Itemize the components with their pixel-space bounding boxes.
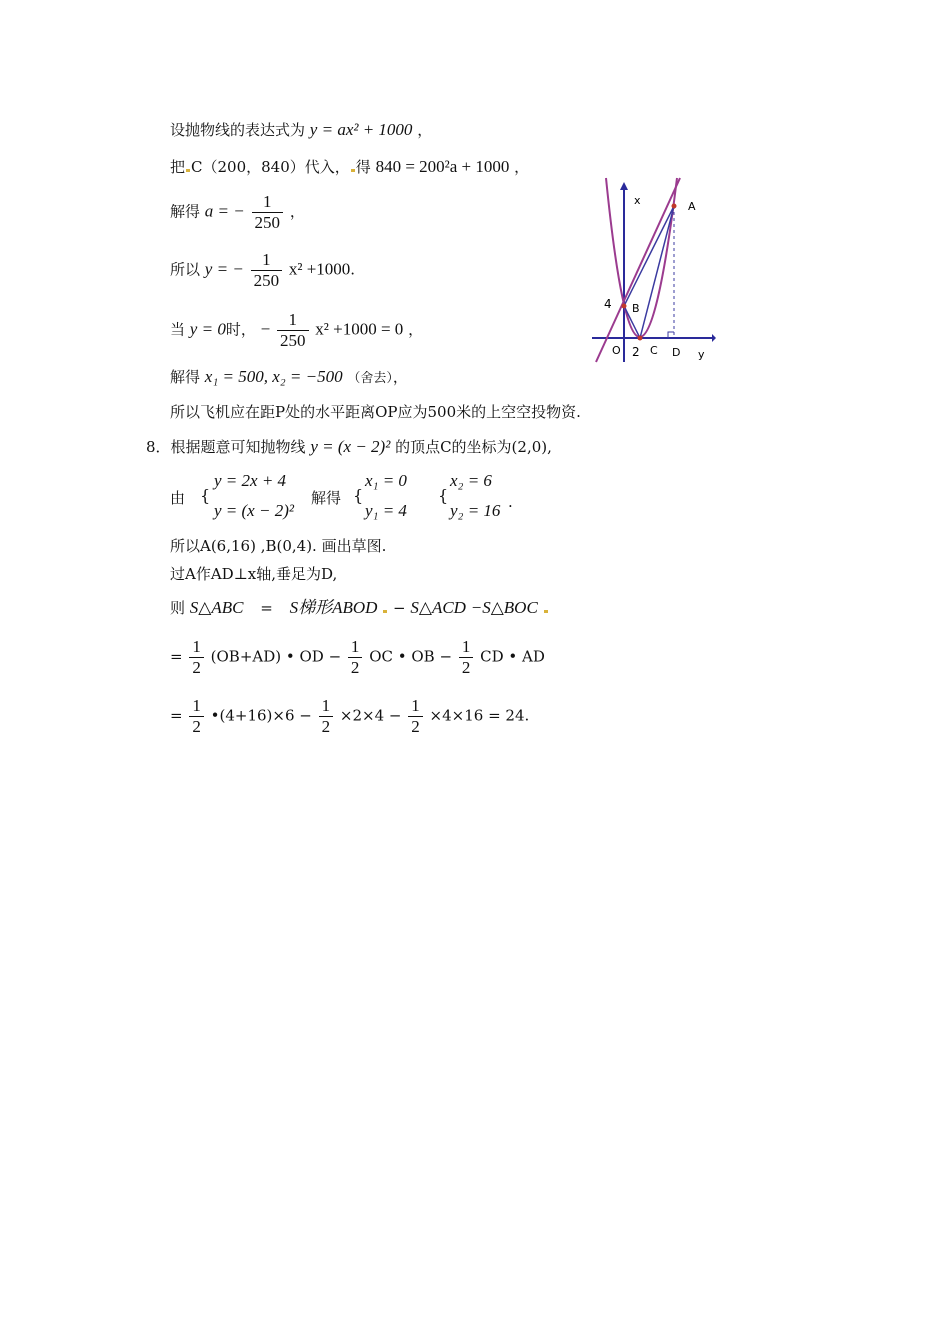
text: 所以A(6,16) ,B(0,4). 画出草图. xyxy=(170,537,387,555)
denominator: 2 xyxy=(350,658,360,677)
s8-line5 xyxy=(170,598,549,618)
label-a: A xyxy=(688,200,696,213)
equation: y = 2x + 4 xyxy=(214,471,287,490)
text: 过A作AD⊥x轴,垂足为D, xyxy=(170,565,338,583)
fraction xyxy=(189,637,204,678)
text: ×4×16 = 24. xyxy=(429,706,530,725)
text: 则 xyxy=(170,599,186,617)
equals: = xyxy=(260,599,273,617)
s7-line4 xyxy=(170,250,355,291)
text: 解得 xyxy=(170,368,201,386)
s8-line7 xyxy=(170,696,529,737)
text: 根据题意可知抛物线 xyxy=(170,438,306,456)
denominator: 250 xyxy=(254,213,281,232)
s7-line7 xyxy=(170,402,581,422)
point-a xyxy=(672,204,677,209)
punct: . xyxy=(508,493,513,511)
punct: ， xyxy=(514,158,530,176)
denominator: 2 xyxy=(192,717,201,736)
mark xyxy=(544,610,548,613)
formula: x² +1000 = 0 xyxy=(315,319,404,339)
minus: − xyxy=(393,599,406,617)
numerator: 1 xyxy=(252,192,284,213)
formula: y = (x − 2)² xyxy=(310,437,391,456)
brace: { xyxy=(353,486,364,505)
punct: . xyxy=(350,260,356,279)
text: CD • AD xyxy=(480,647,545,666)
fraction xyxy=(459,637,474,678)
s7-line3 xyxy=(170,192,305,233)
numerator: 1 xyxy=(277,310,309,331)
label-x-axis: x xyxy=(634,194,641,207)
equation: y₁ = 4 xyxy=(365,501,407,520)
label-c: C xyxy=(650,344,658,357)
fraction xyxy=(251,250,283,291)
s7-line6 xyxy=(170,367,408,389)
text: 所以 xyxy=(170,260,201,279)
label-four: 4 xyxy=(604,297,612,311)
note: （舍去） xyxy=(347,371,393,386)
label-b: B xyxy=(632,302,640,315)
formula: y = 0 xyxy=(189,319,226,339)
formula: − xyxy=(260,319,271,339)
s8-line6 xyxy=(170,637,545,678)
brace: { xyxy=(438,486,449,505)
equation: y₂ = 16 xyxy=(450,501,501,520)
numerator: 1 xyxy=(408,696,423,717)
question-number: 8． xyxy=(146,438,171,456)
parabola-graph xyxy=(592,176,716,366)
text: 解得 xyxy=(311,489,342,507)
text: 时， xyxy=(225,320,256,339)
s7-line5 xyxy=(170,310,423,351)
numerator: 1 xyxy=(348,637,363,658)
formula: −S△BOC xyxy=(470,598,538,617)
equation: y = (x − 2)² xyxy=(214,501,294,520)
label-o: O xyxy=(612,344,621,357)
mark xyxy=(186,169,190,172)
text: (OB+AD) • OD − xyxy=(210,647,342,666)
punct: ， xyxy=(417,121,433,139)
formula: S△ABC xyxy=(189,598,244,617)
text: 的顶点C的坐标为(2,0), xyxy=(395,438,552,456)
text: ×2×4 − xyxy=(339,706,402,725)
s8-line1 xyxy=(146,437,552,457)
fraction xyxy=(189,696,204,737)
denominator: 2 xyxy=(321,717,331,736)
numerator: 1 xyxy=(189,696,204,717)
text: C（200，840）代入， xyxy=(191,158,350,176)
s8-line3 xyxy=(170,536,386,556)
mark xyxy=(351,169,355,172)
denominator: 2 xyxy=(461,658,471,677)
solution-two xyxy=(450,466,500,526)
denominator: 2 xyxy=(192,658,201,677)
fraction xyxy=(252,192,284,233)
denominator: 250 xyxy=(253,271,280,290)
equation: x₂ = 6 xyxy=(450,471,492,490)
formula: a = − xyxy=(204,201,245,221)
fraction xyxy=(319,696,334,737)
numerator: 1 xyxy=(251,250,283,271)
s7-line2 xyxy=(170,157,529,177)
parabola-curve xyxy=(606,178,677,337)
vertical-axis-arrow xyxy=(620,182,628,190)
formula: x² +1000 xyxy=(288,259,351,279)
brace: { xyxy=(200,486,211,505)
segment-ac xyxy=(640,206,674,338)
text: 得 xyxy=(355,158,371,176)
equation: x₁ = 0 xyxy=(365,471,407,490)
fraction xyxy=(408,696,423,737)
formula: x₁ = 500, x₂ = −500 xyxy=(204,367,343,386)
equals: = xyxy=(170,706,183,725)
text: •(4+16)×6 − xyxy=(210,706,312,725)
text: 由 xyxy=(170,489,186,507)
label-two: 2 xyxy=(632,345,640,359)
denominator: 250 xyxy=(280,331,306,350)
point-c xyxy=(638,336,643,341)
punct: ， xyxy=(289,202,305,221)
punct: ， xyxy=(408,320,424,339)
text: 把 xyxy=(170,158,186,176)
formula: 840 = 200²a + 1000 xyxy=(375,157,510,176)
formula: y = ax² + 1000 xyxy=(309,120,413,139)
formula: S△ACD xyxy=(410,598,466,617)
s7-line1 xyxy=(170,120,432,140)
text: 所以飞机应在距P处的水平距离OP应为500米的上空空投物资. xyxy=(170,403,581,421)
s8-line4 xyxy=(170,564,337,584)
fraction xyxy=(277,310,309,351)
label-d: D xyxy=(672,346,681,359)
numerator: 1 xyxy=(189,637,204,658)
text: 设抛物线的表达式为 xyxy=(170,121,306,139)
text: 当 xyxy=(170,320,186,339)
equation-system xyxy=(214,466,294,526)
fraction xyxy=(348,637,363,678)
label-y-axis: y xyxy=(698,348,705,361)
numerator: 1 xyxy=(459,637,474,658)
point-b xyxy=(622,304,627,309)
punct: ， xyxy=(392,368,408,386)
equals: = xyxy=(170,647,183,666)
text: OC • OB − xyxy=(369,647,453,666)
formula: S梯形ABOD xyxy=(289,598,378,617)
text: 解得 xyxy=(170,202,201,221)
formula: y = − xyxy=(204,259,244,279)
numerator: 1 xyxy=(319,696,334,717)
mark xyxy=(383,610,387,613)
denominator: 2 xyxy=(411,717,420,736)
solution-one xyxy=(365,466,407,526)
horizontal-axis-arrow xyxy=(712,334,716,342)
